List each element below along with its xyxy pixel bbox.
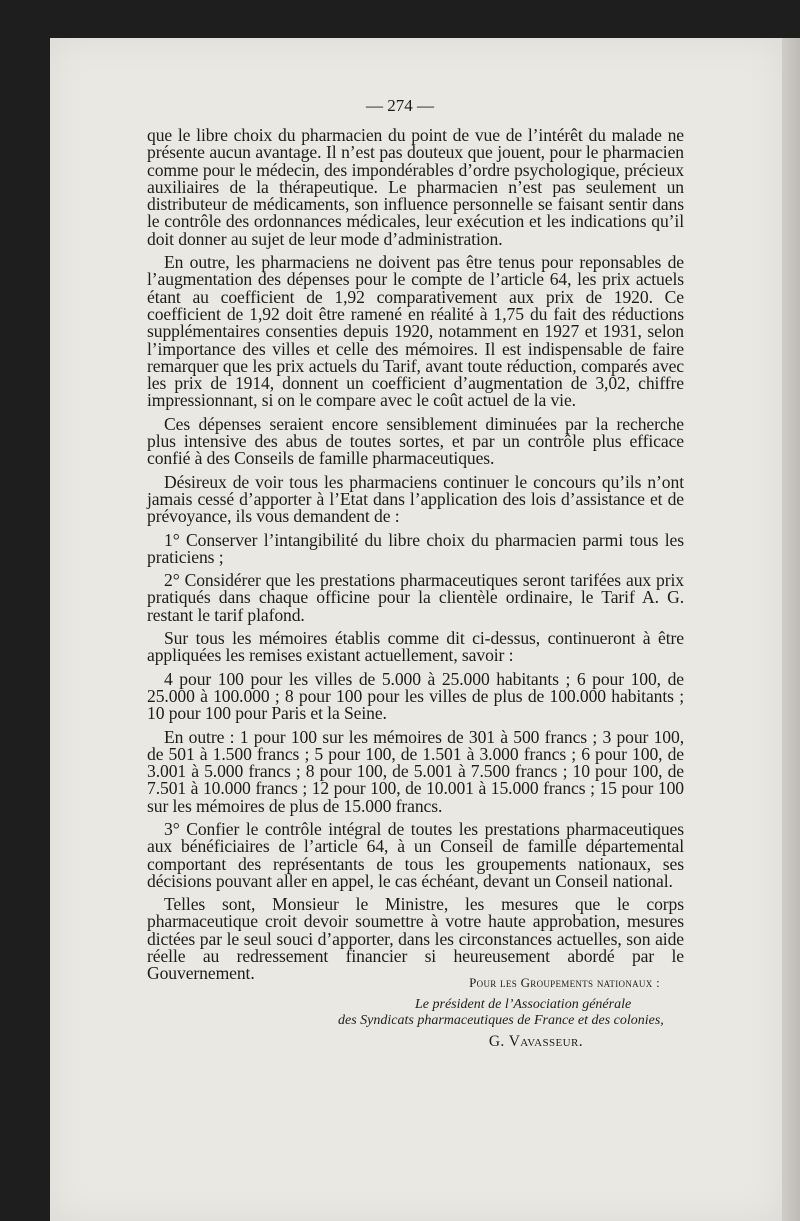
- paragraph-2: En outre, les pharmaciens ne doivent pas être tenus pour reponsables de l’augmentation des dépenses pour le compte de l’article 64, les prix actuels étant au coefficient de 1,92 comparativement aux prix de 1920. Ce coefficient de 1,92 doit être ramené en réalité à 1,75 du fait des réductions supplémentaires consenties depuis 1920, notamment en 1927 et 1931, selon l’importance des villes et celle des mémoires. Il est indispensable de faire remarquer que les prix actuels du Tarif, avant toute réduction, comparés avec les prix de 1914, donnent un coefficient d’augmentation de 3,02, chiffre impressionnant, si on le compare avec le coût actuel de la vie.: [147, 252, 684, 411]
- request-2: 2° Considérer que les prestations pharmaceutiques seront tarifées aux prix pratiqués dans chaque officine pour la clientèle ordinaire, le Tarif A. G. restant le tarif plafond.: [147, 570, 684, 625]
- request-3: 3° Confier le contrôle intégral de toutes les prestations pharmaceutiques aux bénéficiaires de l’article 64, à un Conseil de famille départemental comportant des représentants de tous les groupements nationaux, ses décisions pouvant aller en appel, le cas échéant, devant un Conseil national.: [147, 818, 684, 891]
- signature-title-line-1: Le président de l’Association générale: [415, 997, 632, 1012]
- paragraph-4: Désireux de voir tous les pharmaciens continuer le concours qu’ils n’ont jamais cessé d’apporter à l’Etat dans l’application des lois d’assistance et de prévoyance, ils vous demandent de :: [147, 471, 684, 527]
- paragraph-villes: 4 pour 100 pour les villes de 5.000 à 25.000 habitants ; 6 pour 100, de 25.000 à 100.000 ; 8 pour 100 pour les villes de plus de 100.000 habitants ; 10 pour 100 pour Paris et la Seine.: [147, 668, 684, 724]
- signature-title-line-2: des Syndicats pharmaceutiques de France et des colonies,: [338, 1013, 664, 1028]
- signature-block: [330, 975, 690, 1051]
- paragraph-closing: Telles sont, Monsieur le Ministre, les mesures que le corps pharmaceutique croit devoir soumettre à votre haute approbation, mesures dictées par le seul souci d’apporter, dans les circonstances actuelles, son aide réelle au redressement financier si heureusement abordé par le Gouvernement.: [147, 894, 684, 984]
- document-body: [147, 127, 684, 989]
- request-1: 1° Conserver l’intangibilité du libre choix du pharmacien parmi tous les praticiens ;: [147, 529, 684, 567]
- signature-heading: Pour les Groupements nationaux :: [469, 975, 660, 990]
- paragraph-1: que le libre choix du pharmacien du point de vue de l’intérêt du malade ne présente aucun avantage. Il n’est pas douteux que jouent, pour le pharmacien comme pour le médecin, des impondérables d’ordre psychologique, précieux auxiliaires de la thérapeutique. Le pharmacien n’est pas seulement un distributeur de médicaments, son influence personnelle se faisant sentir dans le contrôle des ordonnances médicales, leur exécution et les indications qu’il doit donner au sujet de leur mode d’administration.: [147, 125, 684, 249]
- page-edge-strip: [782, 38, 800, 1221]
- paragraph-3: Ces dépenses seraient encore sensiblement diminuées par la recherche plus intensive des abus de toutes sortes, et par un contrôle plus efficace confié à des Conseils de famille pharmaceutiques.: [147, 413, 684, 469]
- paragraph-remises: Sur tous les mémoires établis comme dit ci-dessus, continueront à être appliquées les remises existant actuellement, savoir :: [147, 628, 684, 666]
- signatory-name: G. Vavasseur.: [488, 1033, 583, 1050]
- paragraph-memoires: En outre : 1 pour 100 sur les mémoires de 301 à 500 francs ; 3 pour 100, de 501 à 1.500 francs ; 5 pour 100, de 1.501 à 3.000 francs ; 6 pour 100, de 3.001 à 5.000 francs ; 8 pour 100, de 5.001 à 7.500 francs ; 10 pour 100, de 7.501 à 10.000 francs ; 12 pour 100, de 10.001 à 15.000 francs ; 15 pour 100 sur les mémoires de plus de 15.000 francs.: [147, 726, 684, 816]
- page-number: — 274 —: [366, 96, 434, 115]
